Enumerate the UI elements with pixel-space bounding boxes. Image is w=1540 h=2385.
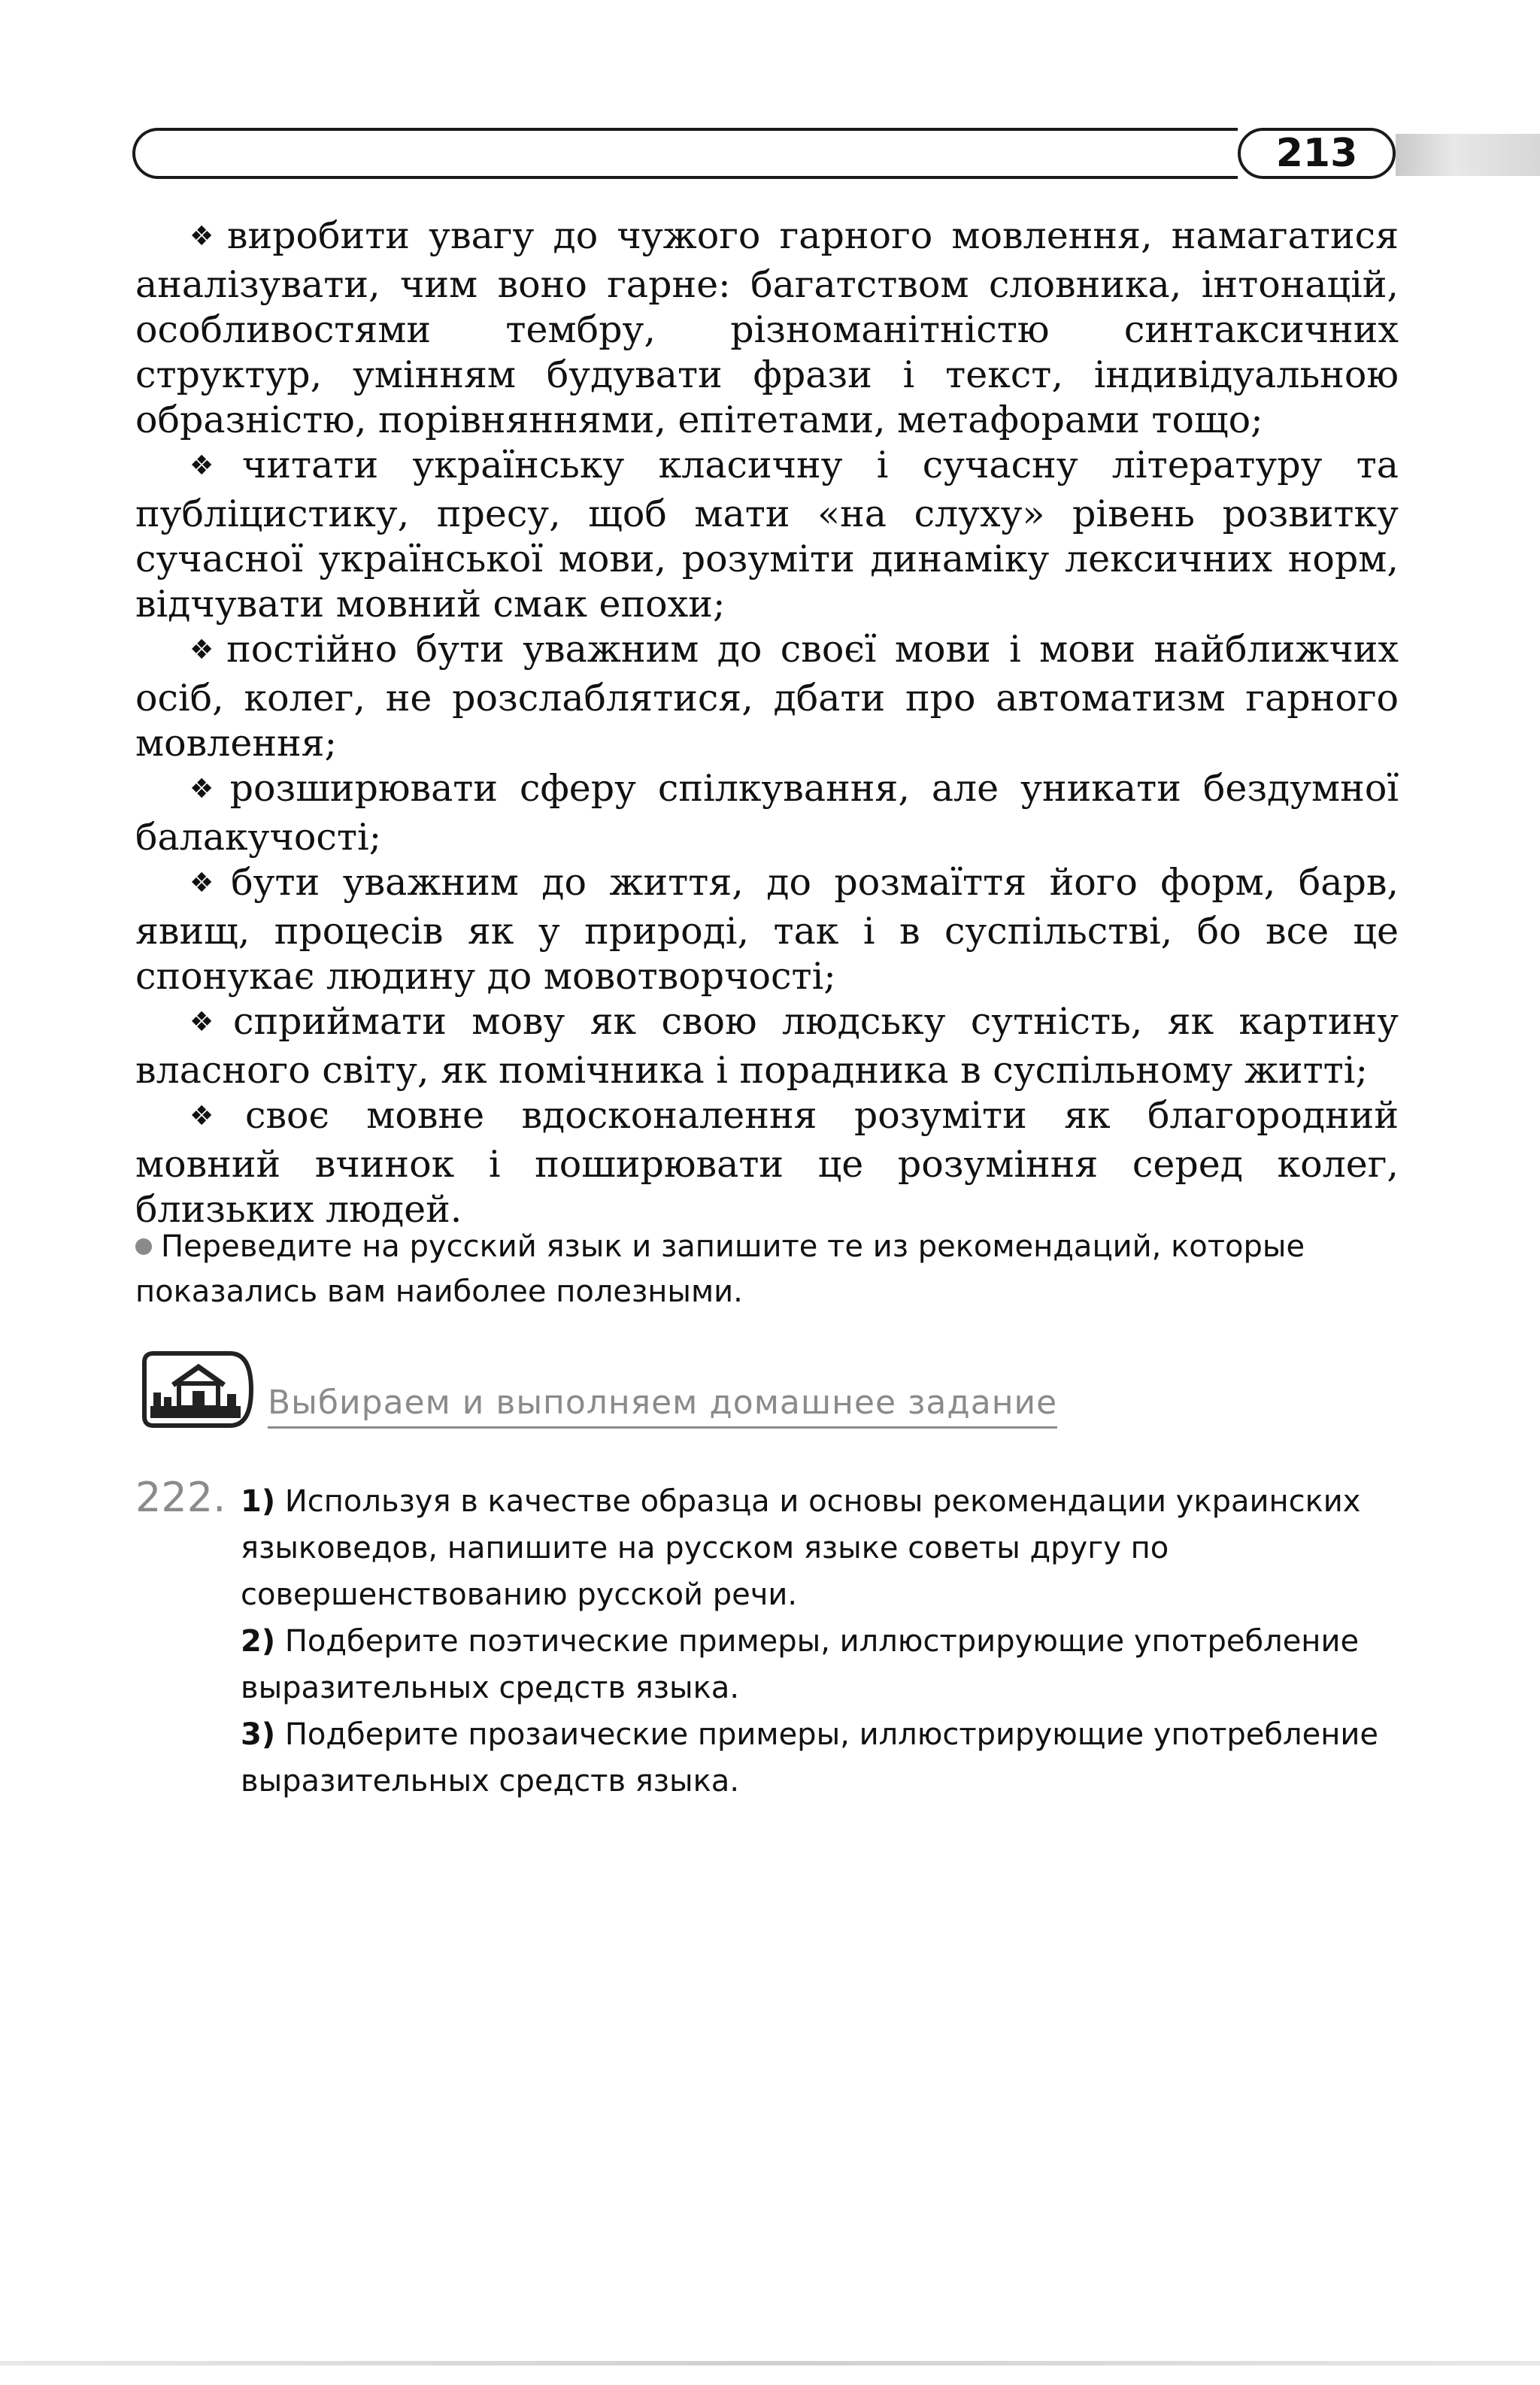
recommendation-item: ❖ розширювати сферу спілкування, але уникати бездумної балакучості; [135, 767, 1399, 859]
bullet-icon: ❖ [189, 868, 226, 899]
recommendation-item: ❖ постійно бути уважним до своєї мови і мови найближчих осіб, колег, не розслаблятися, дбати про автоматизм гарного мовлення; [135, 628, 1399, 765]
bullet-icon: ❖ [189, 774, 224, 805]
bullet-icon: ❖ [189, 450, 236, 481]
home-icon [140, 1349, 256, 1430]
recommendation-item: ❖ своє мовне вдосконалення розуміти як благородний мовний вчинок і поширювати це розуміння серед колег, близьких людей. [135, 1094, 1399, 1231]
page-number: 213 [1238, 128, 1396, 179]
recommendation-item: ❖ виробити увагу до чужого гарного мовлення, намагатися аналізувати, чим воно гарне: багатством словника, інтонацій, особливостями тембру, різноманітністю синтаксичних структур, умінням будувати фрази і текст, індивідуальною образністю, порівняннями, епітетами, метафорами тощо; [135, 214, 1399, 441]
recommendation-item: ❖ читати українську класичну і сучасну літературу та публіцистику, пресу, щоб мати «на слуху» рівень розвитку сучасної української мови, розуміти динаміку лексичних норм, відчувати мовний смак епохи; [135, 444, 1399, 626]
section-title: Выбираем и выполняем домашнее задание [268, 1383, 1057, 1429]
exercise-number: 222. [135, 1474, 226, 1521]
header-rule [132, 128, 1238, 179]
bullet-icon: ❖ [189, 1007, 228, 1038]
page-edge-shade [1396, 134, 1540, 176]
page-bottom-edge [0, 2361, 1540, 2365]
recommendation-item: ❖ бути уважним до життя, до розмаїття його форм, барв, явищ, процесів як у природі, так і в суспільстві, бо все це спонукає людину до мовотворчості; [135, 861, 1399, 998]
ukrainian-recommendations [135, 214, 1399, 1232]
task-dot-icon [135, 1238, 152, 1255]
bullet-icon: ❖ [189, 1101, 240, 1132]
bullet-icon: ❖ [189, 635, 221, 665]
bullet-icon: ❖ [189, 221, 221, 252]
exercise-item: 1) Используя в качестве образца и основы рекомендации украинских языковедов, напишите на русском языке советы другу по совершенствованию русской речи. [241, 1484, 1361, 1612]
exercise-item: 3) Подберите прозаические примеры, иллюстрирующие употребление выразительных средств языка. [241, 1717, 1378, 1799]
task-instruction: Переведите на русский язык и запишите те из рекомендаций, которые показались вам наиболее полезными. [135, 1229, 1305, 1309]
exercise-item: 2) Подберите поэтические примеры, иллюстрирующие употребление выразительных средств языка. [241, 1624, 1360, 1705]
recommendation-item: ❖ сприймати мову як свою людську сутність, як картину власного світу, як помічника і порадника в суспільному житті; [135, 1000, 1399, 1092]
exercise-body [241, 1478, 1399, 1805]
